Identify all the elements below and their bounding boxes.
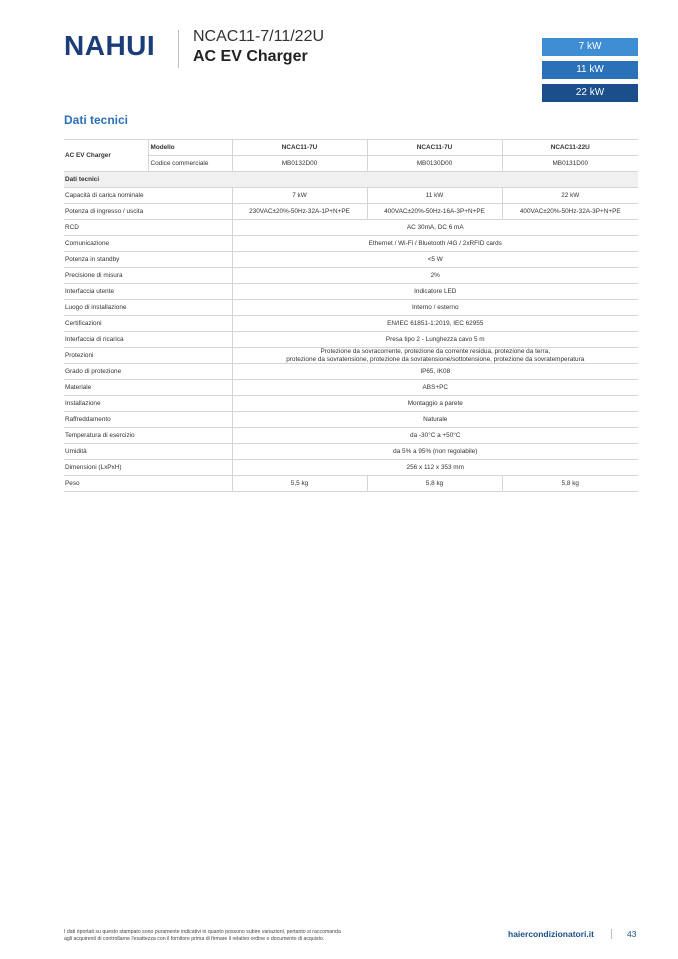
spec-row	[64, 284, 638, 300]
code-cell: MB0131D00	[502, 156, 638, 172]
spec-row	[64, 220, 638, 236]
spec-value: 5,5 kg	[232, 476, 367, 492]
spec-value: da -30°C a +50°C	[232, 428, 638, 444]
model-cell: NCAC11-7U	[367, 140, 502, 156]
page-number: 43	[627, 929, 637, 939]
spec-row	[64, 428, 638, 444]
spec-row	[64, 316, 638, 332]
section-title: Dati tecnici	[64, 113, 129, 127]
spec-value: 400VAC±20%-50Hz-32A-3P+N+PE	[502, 204, 638, 220]
spec-row	[64, 476, 638, 492]
model-cell: NCAC11-7U	[232, 140, 367, 156]
spec-value: <5 W	[232, 252, 638, 268]
spec-value: 7 kW	[232, 188, 367, 204]
spec-label: Potenza di ingresso / uscita	[64, 204, 232, 220]
spec-value: da 5% a 95% (non regolabile)	[232, 444, 638, 460]
code-cell: MB0130D00	[367, 156, 502, 172]
footer-divider	[611, 929, 612, 939]
spec-value: 22 kW	[502, 188, 638, 204]
code-row	[64, 156, 638, 172]
spec-table	[64, 139, 638, 492]
spec-value: 230VAC±20%-50Hz-32A-1P+N+PE	[232, 204, 367, 220]
code-label: Codice commerciale	[148, 156, 232, 172]
spec-value: 5,8 kg	[502, 476, 638, 492]
spec-row	[64, 444, 638, 460]
disclaimer-line: agli acquirenti di controllarne l'esattezza con il fornitore prima di firmare il relativo ordine o documento di acquisto.	[64, 936, 325, 942]
spec-label: Raffreddamento	[64, 412, 232, 428]
spec-label: Temperatura di esercizio	[64, 428, 232, 444]
spec-value: 256 x 112 x 353 mm	[232, 460, 638, 476]
section-row	[64, 172, 638, 188]
spec-label: Protezioni	[64, 348, 232, 364]
section-label: Dati tecnici	[64, 172, 638, 188]
spec-value: 11 kW	[367, 188, 502, 204]
spec-value: ABS+PC	[232, 380, 638, 396]
spec-row	[64, 268, 638, 284]
spec-row	[64, 300, 638, 316]
spec-value: 5,8 kg	[367, 476, 502, 492]
brand-logo: NAHUI	[64, 30, 156, 61]
spec-row	[64, 380, 638, 396]
spec-value-line: protezione da sovratensione, protezione da sovratensione/sottotensione, protezione da sovratemperatura	[286, 355, 585, 363]
model-title: NCAC11-7/11/22U	[193, 28, 325, 45]
power-22kw-button[interactable]: 22 kW	[542, 84, 638, 102]
spec-label: Potenza in standby	[64, 252, 232, 268]
spec-label: Interfaccia di ricarica	[64, 332, 232, 348]
disclaimer	[64, 929, 424, 943]
spec-label: Capacità di carica nominale	[64, 188, 232, 204]
spec-value: Naturale	[232, 412, 638, 428]
spec-row	[64, 364, 638, 380]
product-title: AC EV Charger	[193, 48, 308, 65]
model-cell: NCAC11-22U	[502, 140, 638, 156]
spec-label: Precisione di misura	[64, 268, 232, 284]
spec-value: Interno / esterno	[232, 300, 638, 316]
power-7kw-button[interactable]: 7 kW	[542, 38, 638, 56]
spec-label: Umidità	[64, 444, 232, 460]
spec-value: AC 30mA, DC 6 mA	[232, 220, 638, 236]
spec-row	[64, 412, 638, 428]
spec-label: RCD	[64, 220, 232, 236]
spec-row	[64, 204, 638, 220]
spec-label: Luogo di installazione	[64, 300, 232, 316]
spec-value: Presa tipo 2 - Lunghezza cavo 5 m	[232, 332, 638, 348]
spec-label: Grado di protezione	[64, 364, 232, 380]
spec-value: EN/IEC 61851-1:2019, IEC 62955	[232, 316, 638, 332]
spec-value: 2%	[232, 268, 638, 284]
spec-value	[232, 348, 638, 364]
spec-row	[64, 396, 638, 412]
spec-value-line: Protezione da sovracorrente, protezione da corrente residua, protezione da terra,	[320, 348, 550, 355]
spec-label: Comunicazione	[64, 236, 232, 252]
model-row	[64, 140, 638, 156]
header-divider	[178, 30, 179, 68]
spec-row	[64, 188, 638, 204]
spec-row	[64, 252, 638, 268]
spec-label: Interfaccia utente	[64, 284, 232, 300]
spec-row	[64, 460, 638, 476]
power-11kw-button[interactable]: 11 kW	[542, 61, 638, 79]
spec-label: Dimensioni (LxPxH)	[64, 460, 232, 476]
model-label: Modello	[148, 140, 232, 156]
spec-label: Peso	[64, 476, 232, 492]
spec-row	[64, 348, 638, 364]
spec-value: 400VAC±20%-50Hz-16A-3P+N+PE	[367, 204, 502, 220]
spec-row	[64, 236, 638, 252]
website-link[interactable]: haiercondizionatori.it	[508, 929, 594, 939]
spec-value: Indicatore LED	[232, 284, 638, 300]
spec-label: Installazione	[64, 396, 232, 412]
product-label: AC EV Charger	[64, 140, 148, 172]
spec-value: IP65, IK08	[232, 364, 638, 380]
spec-value: Ethernet / Wi-Fi / Bluetooth /4G / 2xRFID cards	[232, 236, 638, 252]
spec-value: Montaggio a parete	[232, 396, 638, 412]
disclaimer-line: I dati riportati su questo stampato sono puramente indicativi in quanto possono subire variazioni, pertanto si raccomanda	[64, 929, 341, 935]
spec-label: Certificazioni	[64, 316, 232, 332]
code-cell: MB0132D00	[232, 156, 367, 172]
spec-label: Materiale	[64, 380, 232, 396]
spec-row	[64, 332, 638, 348]
